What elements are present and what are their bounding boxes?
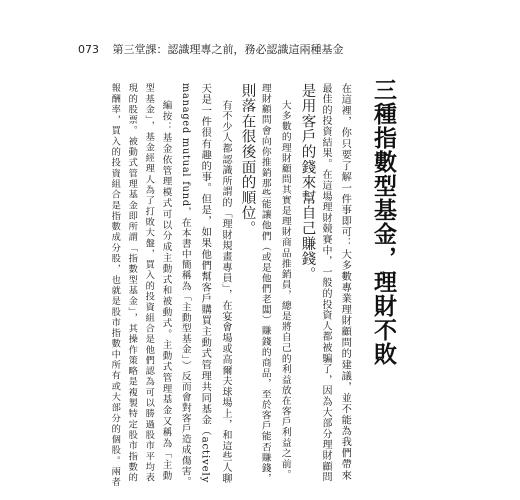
note-line: 編按：基金依管理模式可以分成主動式和被動式。主動式管理基金又稱為「主動 — [160, 100, 172, 482]
chapter-label: 第三堂課：認識理專之前，務必認識這兩種基金 — [112, 43, 344, 56]
body-line: 則落在很後面的順位。 — [239, 83, 256, 236]
body-line: 在這裡，你只要了解一件事即可：大多數專業理財顧問的建議，並不能為我們帶來 — [339, 83, 352, 481]
note-line: 報酬率，買入的投資組合是指數成分股，也就是股市指數中所有或大部分的個股。兩者 — [109, 83, 121, 488]
body-line: 大多數的理財顧問其實是理財商品推銷員，總是將自己的利益放在客戶利益之前。 — [279, 100, 291, 480]
chapter-title: 三種指數型基金，理財不敗 — [370, 78, 397, 366]
running-header — [78, 41, 344, 57]
body-line: 天是一件很有趣的事。但是，如果他們幫客戶購買主動式管理共同基金（actively — [199, 83, 212, 484]
body-line: 最佳的投資結果。在這場理財競賽中，一般的投資人都被騙了，因為大部分理財顧問 — [320, 83, 331, 483]
note-line: 現的股票。被動式管理基金即所謂「指數型基金」，其操作策略是複製特定股市指數的 — [126, 83, 138, 484]
body-line: 有不少人都認識所謂的「理財規畫專員」，在宴會場或高爾夫球場上，和這些人聊 — [220, 100, 231, 484]
body-line: 理財顧問會向你推銷那些能讓他們（或是他們老闆）賺錢的商品，至於客戶能否賺錢， — [259, 83, 271, 484]
note-line: 型基金」，基金經理人為了打敗大盤，買入的投資組合是他們認為可以勝過股市平均表 — [143, 83, 155, 484]
body-line: managed mutual fund，在本書中簡稱為「主動型基金」）反而會對客戶造成傷害。 — [179, 83, 191, 487]
page-number: 073 — [78, 43, 99, 56]
body-line: 是用客戶的錢來幫自己賺錢。 — [299, 83, 316, 282]
